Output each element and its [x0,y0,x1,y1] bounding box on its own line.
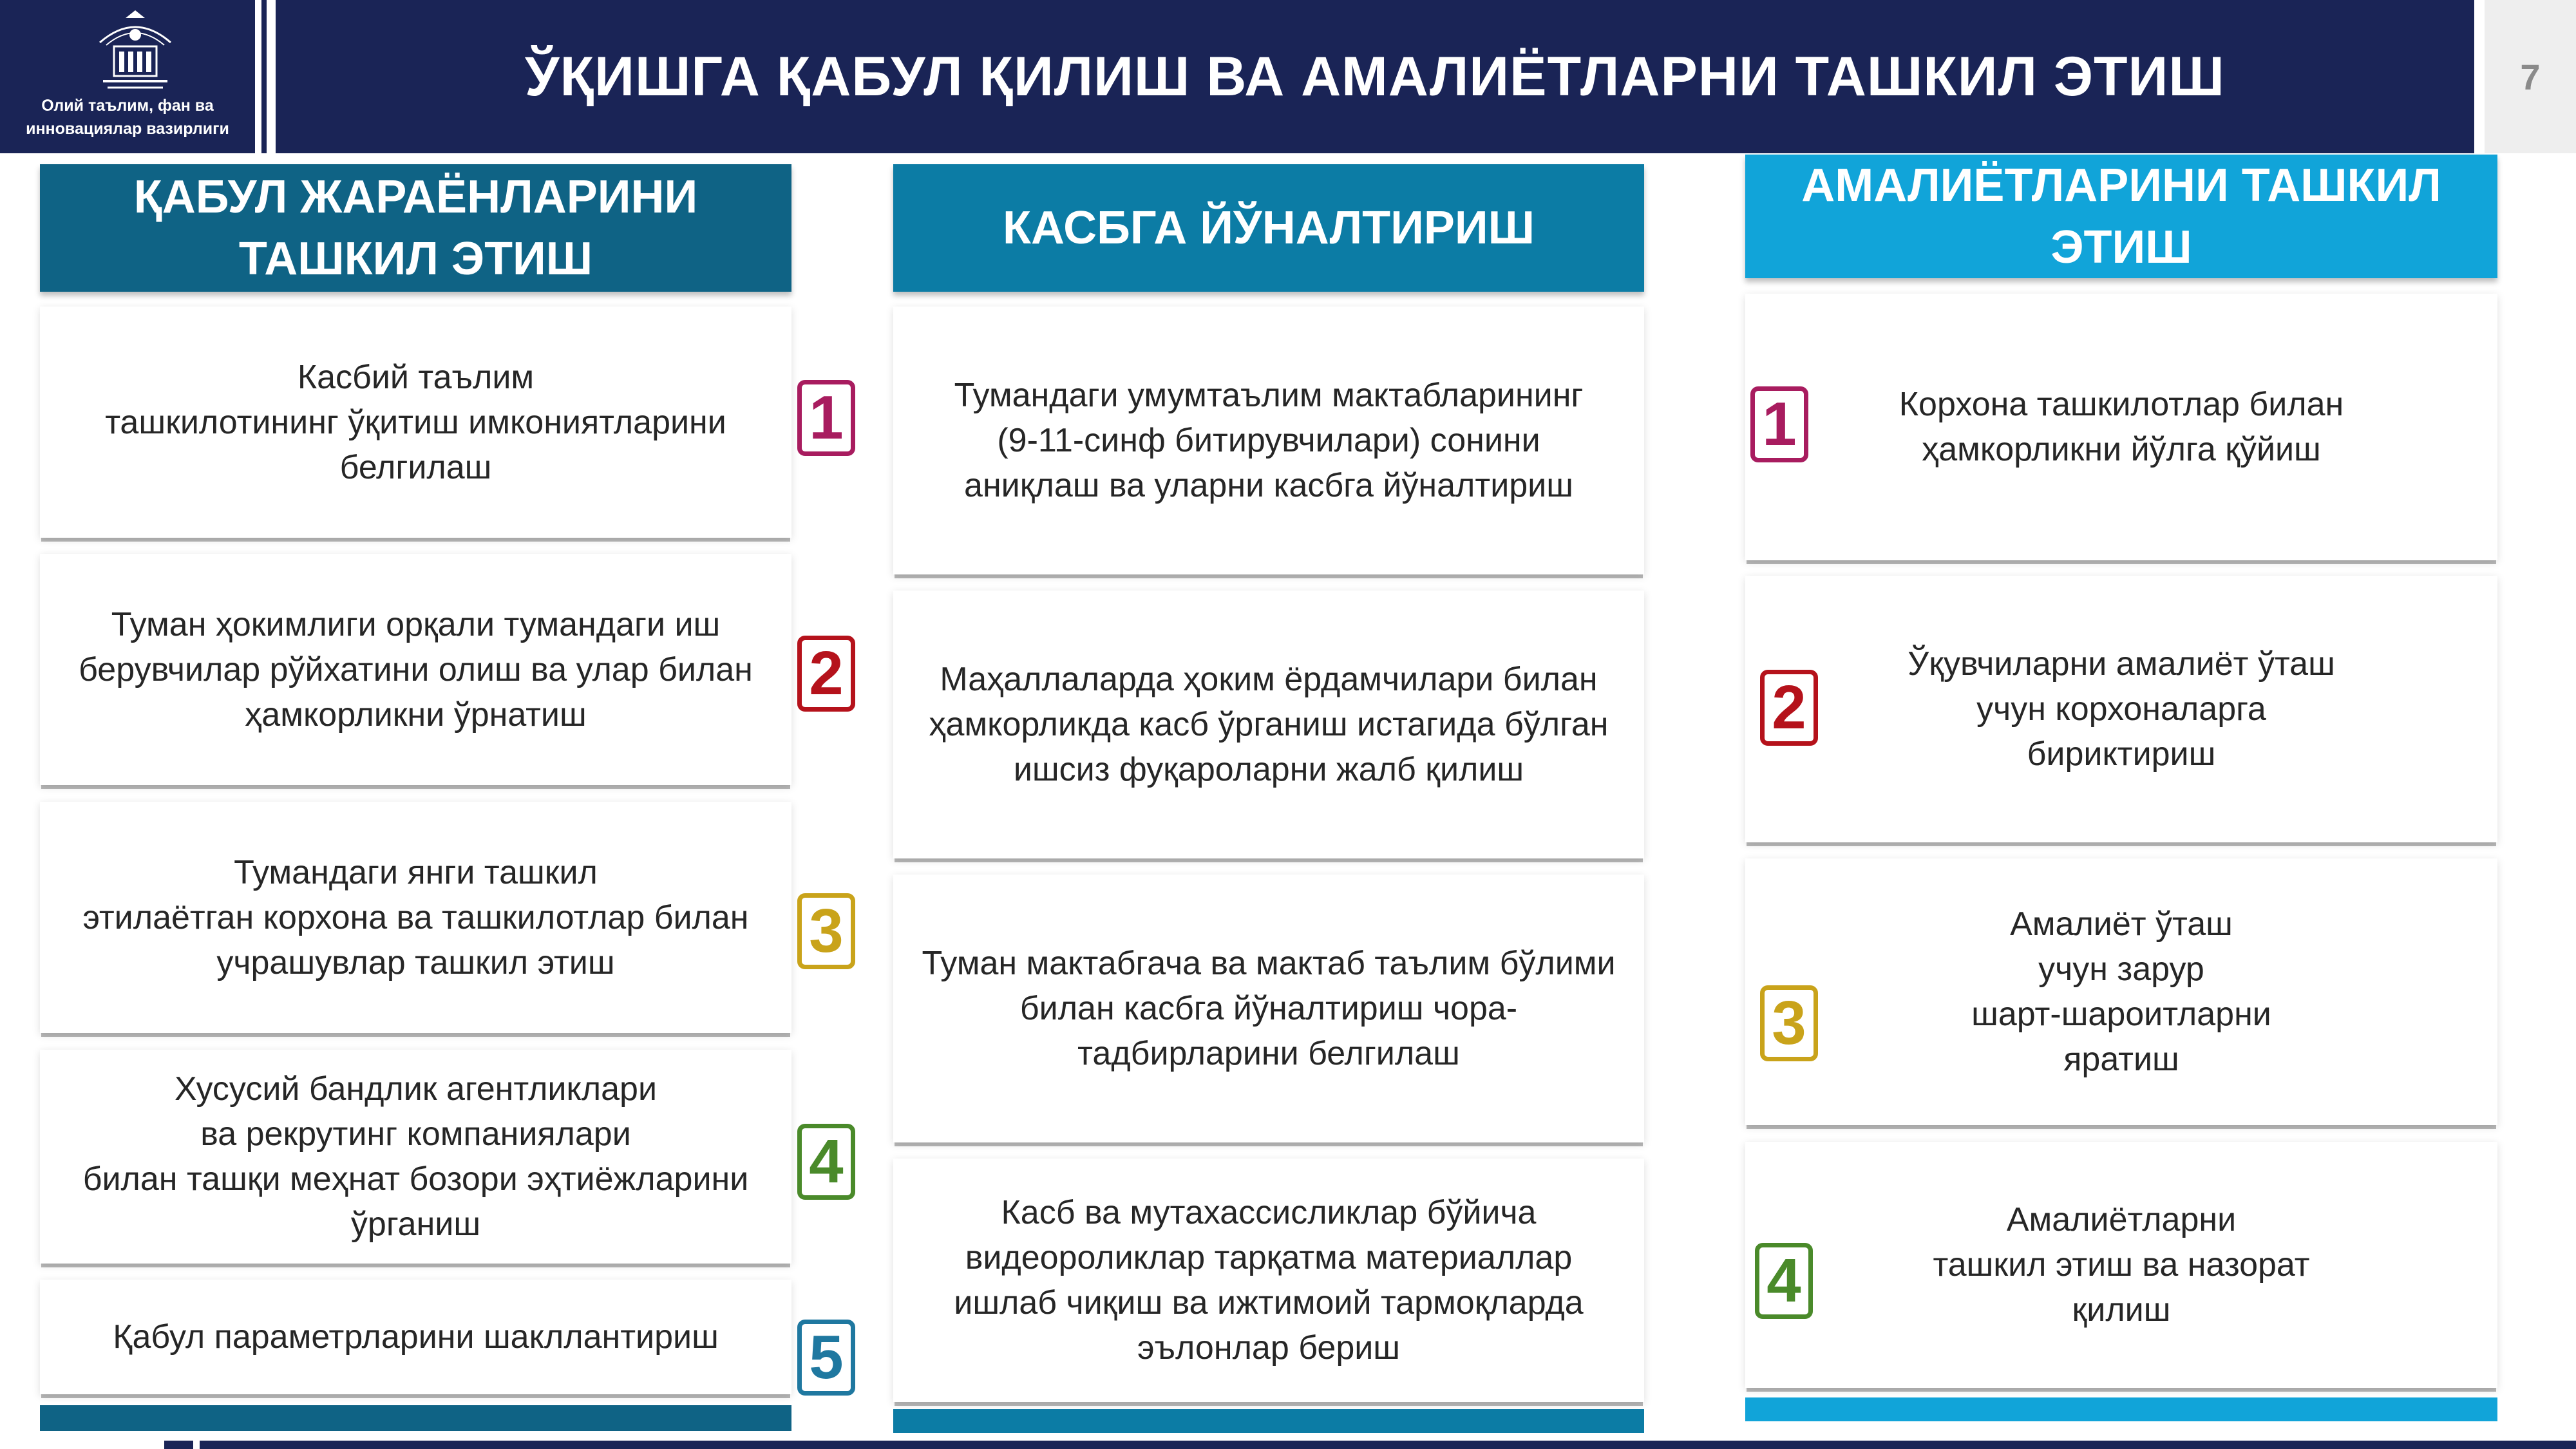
bottom-line [200,1441,2576,1449]
column-header-admission [40,164,791,292]
card-text-line: ва рекрутинг компаниялари [200,1115,631,1153]
card-text-line: тадбирларини белгилаш [1077,1035,1460,1072]
header-line: КАСБГА ЙЎНАЛТИРИШ [1003,202,1535,254]
admission-card-3 [40,802,791,1033]
number-badge-3: 3 [1760,985,1818,1061]
column-footer-career-guidance [893,1409,1644,1433]
card-text-line: яратиш [2063,1041,2179,1078]
page-title: ЎҚИШГА ҚАБУЛ ҚИЛИШ ВА АМАЛИЁТЛАРНИ ТАШКИЛ ЭТИШ [525,45,2225,108]
page-number: 7 [2485,0,2576,153]
ministry-name: Олий таълим, фан ва инновациялар вазирлиги [26,97,229,138]
column-header-career-guidance [893,164,1644,292]
header-line: ҚАБУЛ ЖАРАЁНЛАРИНИ [133,171,698,223]
card-text-line: учрашувлар ташкил этиш [216,943,615,981]
card-text-line: Тумандаги умумтаълим мактабларининг [954,377,1584,414]
admission-card-4 [40,1050,791,1264]
card-text-line: Қабул параметрларини шакллантириш [113,1318,719,1356]
card-text-line: этилаётган корхона ва ташкилотлар билан [82,898,749,936]
card-text-line: Туман ҳокимлиги орқали тумандаги иш [111,605,721,643]
internship-card-1 [1745,294,2497,560]
card-text-line: билан ташқи меҳнат бозори эҳтиёжларини [82,1160,749,1198]
admission-card-2 [40,554,791,785]
header-line: ЭТИШ [2050,222,2192,273]
card-text-line: Амалиёт ўташ [2010,905,2233,943]
card-text-line: Туман мактабгача ва мактаб таълим бўлими [922,945,1616,982]
card-text-line: ташкил этиш ва назорат [1933,1246,2310,1283]
card-text-line: ўрганиш [350,1206,481,1243]
header-line: ТАШКИЛ ЭТИШ [238,233,593,285]
card-text-line: эълонлар бериш [1137,1329,1400,1367]
card-text-line: (9-11-синф битирувчилари) сонини [997,422,1540,459]
card-text-line: билан касбга йўналтириш чора- [1019,990,1518,1027]
card-text-line: ташкилотининг ўқитиш имкониятларини [105,403,726,441]
guidance-card-4 [893,1159,1644,1402]
card-text-line: белгилаш [339,448,492,486]
card-text-line: ҳамкорликда касб ўрганиш истагида бўлган [929,706,1609,743]
card-text-line: Хусусий бандлик агентликлари [174,1070,658,1108]
number-badge-1: 1 [797,380,855,456]
admission-card-5 [40,1280,791,1394]
card-text-line: ҳамкорликни ўрнатиш [245,696,587,734]
title-bar [276,0,2474,153]
card-text-line: шарт-шароитларни [1971,996,2271,1033]
number-badge-2: 2 [797,636,855,712]
card-text-line: Корхона ташкилотлар билан [1899,386,2344,423]
internship-card-4 [1745,1142,2497,1388]
card-text-line: Касбий таълим [297,358,535,396]
card-text-line: учун корхоналарга [1976,690,2266,728]
card-text-line: видеороликлар тарқатма материаллар [965,1239,1573,1276]
number-badge-3: 3 [797,893,855,969]
card-text-line: қилиш [2072,1291,2171,1329]
card-text-line: Амалиётларни [2006,1201,2237,1238]
card-text-line: Тумандаги янги ташкил [234,853,598,891]
header-line: АМАЛИЁТЛАРИНИ ТАШКИЛ [1801,160,2441,211]
card-text-line: ишсиз фуқароларни жалб қилиш [1013,751,1524,788]
card-text-line: берувчилар рўйхатини олиш ва улар билан [79,650,753,688]
bottom-accent [164,1441,193,1449]
guidance-card-2 [893,591,1644,858]
number-badge-1: 1 [1750,386,1808,462]
header-divider [261,0,267,153]
card-text-line: ишлаб чиқиш ва ижтимоий тармоқларда [954,1284,1584,1321]
card-text-line: бириктириш [2027,735,2216,773]
column-footer-admission [40,1405,791,1431]
number-badge-5: 5 [797,1320,855,1396]
column-header-internships [1745,155,2497,278]
card-text-line: Маҳаллаларда ҳоким ёрдамчилари билан [940,661,1598,698]
number-badge-2: 2 [1760,670,1818,746]
internship-card-3 [1745,858,2497,1125]
card-text-line: учун зарур [2038,951,2204,988]
admission-card-1 [40,307,791,538]
ministry-logo-block [0,0,255,153]
card-text-line: Касб ва мутахассисликлар бўйича [1001,1194,1537,1231]
ministry-emblem-icon [87,5,184,95]
card-text-line: аниқлаш ва уларни касбга йўналтириш [964,467,1573,504]
slide-header [0,0,2576,153]
card-text-line: ҳамкорликни йўлга қўйиш [1922,431,2321,468]
guidance-card-1 [893,307,1644,574]
guadance-card-3 [893,875,1644,1142]
card-text-line: Ўқувчиларни амалиёт ўташ [1908,645,2335,683]
number-badge-4: 4 [797,1124,855,1200]
column-footer-internships [1745,1397,2497,1421]
number-badge-4: 4 [1755,1243,1813,1319]
internship-card-2 [1745,576,2497,842]
